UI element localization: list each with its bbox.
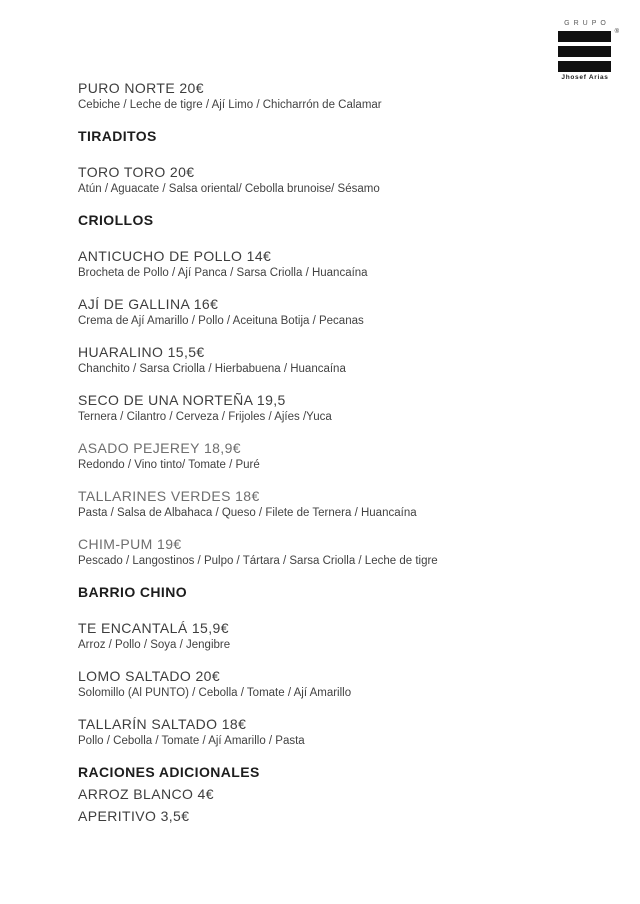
item-description: Arroz / Pollo / Soya / Jengibre bbox=[78, 639, 231, 651]
section-heading: RACIONES ADICIONALES bbox=[78, 764, 260, 780]
logo-bars bbox=[558, 29, 619, 72]
registered-mark: ® bbox=[614, 29, 619, 35]
item-title: SECO DE UNA NORTEÑA 19,5 bbox=[78, 392, 286, 408]
logo-bar bbox=[558, 61, 611, 72]
menu-item bbox=[78, 343, 578, 377]
item-description: Solomillo (Al PUNTO) / Cebolla / Tomate / Ají Amarillo bbox=[78, 687, 352, 699]
item-description: Pescado / Langostinos / Pulpo / Tártara / Sarsa Criolla / Leche de tigre bbox=[78, 555, 438, 567]
menu-item bbox=[78, 439, 578, 473]
item-title: TE ENCANTALÁ 15,9€ bbox=[78, 620, 229, 636]
item-title: PURO NORTE 20€ bbox=[78, 80, 204, 96]
item-title: CHIM-PUM 19€ bbox=[78, 536, 182, 552]
menu-item bbox=[78, 667, 578, 701]
item-description: Redondo / Vino tinto/ Tomate / Puré bbox=[78, 459, 260, 471]
menu-line-item: APERITIVO 3,5€ bbox=[78, 808, 190, 824]
section-heading: TIRADITOS bbox=[78, 128, 157, 144]
item-title: LOMO SALTADO 20€ bbox=[78, 668, 221, 684]
item-description: Atún / Aguacate / Salsa oriental/ Cebolla brunoise/ Sésamo bbox=[78, 183, 380, 195]
menu-item bbox=[78, 79, 578, 113]
item-title: TALLARÍN SALTADO 18€ bbox=[78, 716, 247, 732]
menu-item bbox=[78, 535, 578, 569]
item-description: Cebiche / Leche de tigre / Ají Limo / Chicharrón de Calamar bbox=[78, 99, 382, 111]
menu-item bbox=[78, 295, 578, 329]
menu-content bbox=[78, 79, 578, 829]
menu-item bbox=[78, 247, 578, 281]
menu-item bbox=[78, 163, 578, 197]
item-title: ASADO PEJEREY 18,9€ bbox=[78, 440, 241, 456]
item-description: Pasta / Salsa de Albahaca / Queso / Filete de Ternera / Huancaína bbox=[78, 507, 417, 519]
section-heading: CRIOLLOS bbox=[78, 212, 154, 228]
brand-name: Jhosef Arias bbox=[561, 74, 609, 81]
section-heading: BARRIO CHINO bbox=[78, 584, 188, 600]
menu-line-item: ARROZ BLANCO 4€ bbox=[78, 786, 214, 802]
item-title: TALLARINES VERDES 18€ bbox=[78, 488, 260, 504]
menu-item bbox=[78, 619, 578, 653]
item-title: TORO TORO 20€ bbox=[78, 164, 195, 180]
item-description: Chanchito / Sarsa Criolla / Hierbabuena / Huancaína bbox=[78, 363, 346, 375]
logo-bar bbox=[558, 31, 611, 42]
item-description: Ternera / Cilantro / Cerveza / Frijoles / Ajíes /Yuca bbox=[78, 411, 332, 423]
menu-item bbox=[78, 715, 578, 749]
item-title: AJÍ DE GALLINA 16€ bbox=[78, 296, 219, 312]
item-description: Pollo / Cebolla / Tomate / Ají Amarillo / Pasta bbox=[78, 735, 305, 747]
item-description: Crema de Ají Amarillo / Pollo / Aceituna Botija / Pecanas bbox=[78, 315, 364, 327]
item-title: HUARALINO 15,5€ bbox=[78, 344, 205, 360]
grupo-logo bbox=[558, 20, 619, 81]
menu-item bbox=[78, 487, 578, 521]
item-title: ANTICUCHO DE POLLO 14€ bbox=[78, 248, 272, 264]
menu-item bbox=[78, 391, 578, 425]
item-description: Brocheta de Pollo / Ají Panca / Sarsa Criolla / Huancaína bbox=[78, 267, 368, 279]
logo-bar bbox=[558, 46, 611, 57]
grupo-label: GRUPO bbox=[564, 20, 610, 27]
